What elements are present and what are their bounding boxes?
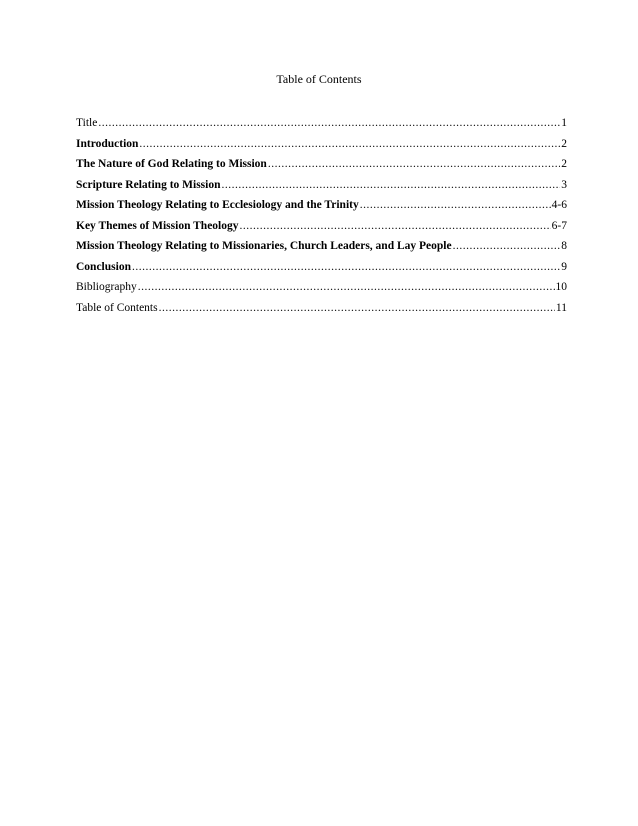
toc-entry-page: 2	[561, 158, 567, 170]
toc-entry-page: 11	[555, 301, 567, 314]
toc-entry-page: 6-7	[551, 219, 567, 232]
dot-leader	[138, 277, 555, 298]
toc-entry-page: 1	[561, 117, 567, 129]
toc-entry-page: 9	[561, 260, 567, 273]
toc-entry-label: Mission Theology Relating to Ecclesiology and the Trinity	[76, 199, 359, 211]
toc-entry-page: 4-6	[551, 199, 567, 211]
toc-entry-page: 3	[561, 178, 567, 191]
dot-leader	[360, 195, 551, 216]
toc-entry-scripture[interactable]	[76, 175, 567, 196]
toc-entry-conclusion[interactable]	[76, 257, 567, 278]
toc-heading: Table of Contents	[276, 72, 362, 86]
toc-entry-label: Table of Contents	[76, 301, 158, 314]
toc-entry-ecclesiology-trinity[interactable]	[76, 195, 567, 216]
toc-list	[76, 113, 567, 318]
dot-leader	[98, 113, 560, 134]
toc-entry-label: Title	[76, 117, 98, 129]
dot-leader	[222, 175, 561, 196]
toc-entry-key-themes[interactable]	[76, 216, 567, 237]
toc-entry-bibliography[interactable]	[76, 277, 567, 298]
dot-leader	[240, 216, 551, 237]
toc-entry-label: Scripture Relating to Mission	[76, 178, 221, 191]
toc-entry-label: Introduction	[76, 137, 139, 150]
toc-entry-nature-of-god[interactable]	[76, 154, 567, 175]
dot-leader	[132, 257, 560, 278]
toc-entry-page: 2	[561, 137, 567, 150]
toc-entry-label: The Nature of God Relating to Mission	[76, 158, 267, 170]
toc-entry-label: Mission Theology Relating to Missionaries, Church Leaders, and Lay People	[76, 240, 452, 252]
dot-leader	[139, 134, 560, 155]
toc-entry-label: Bibliography	[76, 281, 137, 293]
dot-leader	[268, 154, 560, 175]
toc-entry-label: Conclusion	[76, 260, 131, 273]
toc-entry-title[interactable]	[76, 113, 567, 134]
toc-entry-table-of-contents[interactable]	[76, 298, 567, 319]
toc-entry-missionaries-leaders[interactable]	[76, 236, 567, 257]
toc-entry-introduction[interactable]	[76, 134, 567, 155]
toc-entry-page: 8	[561, 240, 567, 252]
dot-leader	[159, 298, 555, 319]
dot-leader	[453, 236, 561, 257]
toc-entry-page: 10	[555, 281, 567, 293]
toc-entry-label: Key Themes of Mission Theology	[76, 219, 239, 232]
